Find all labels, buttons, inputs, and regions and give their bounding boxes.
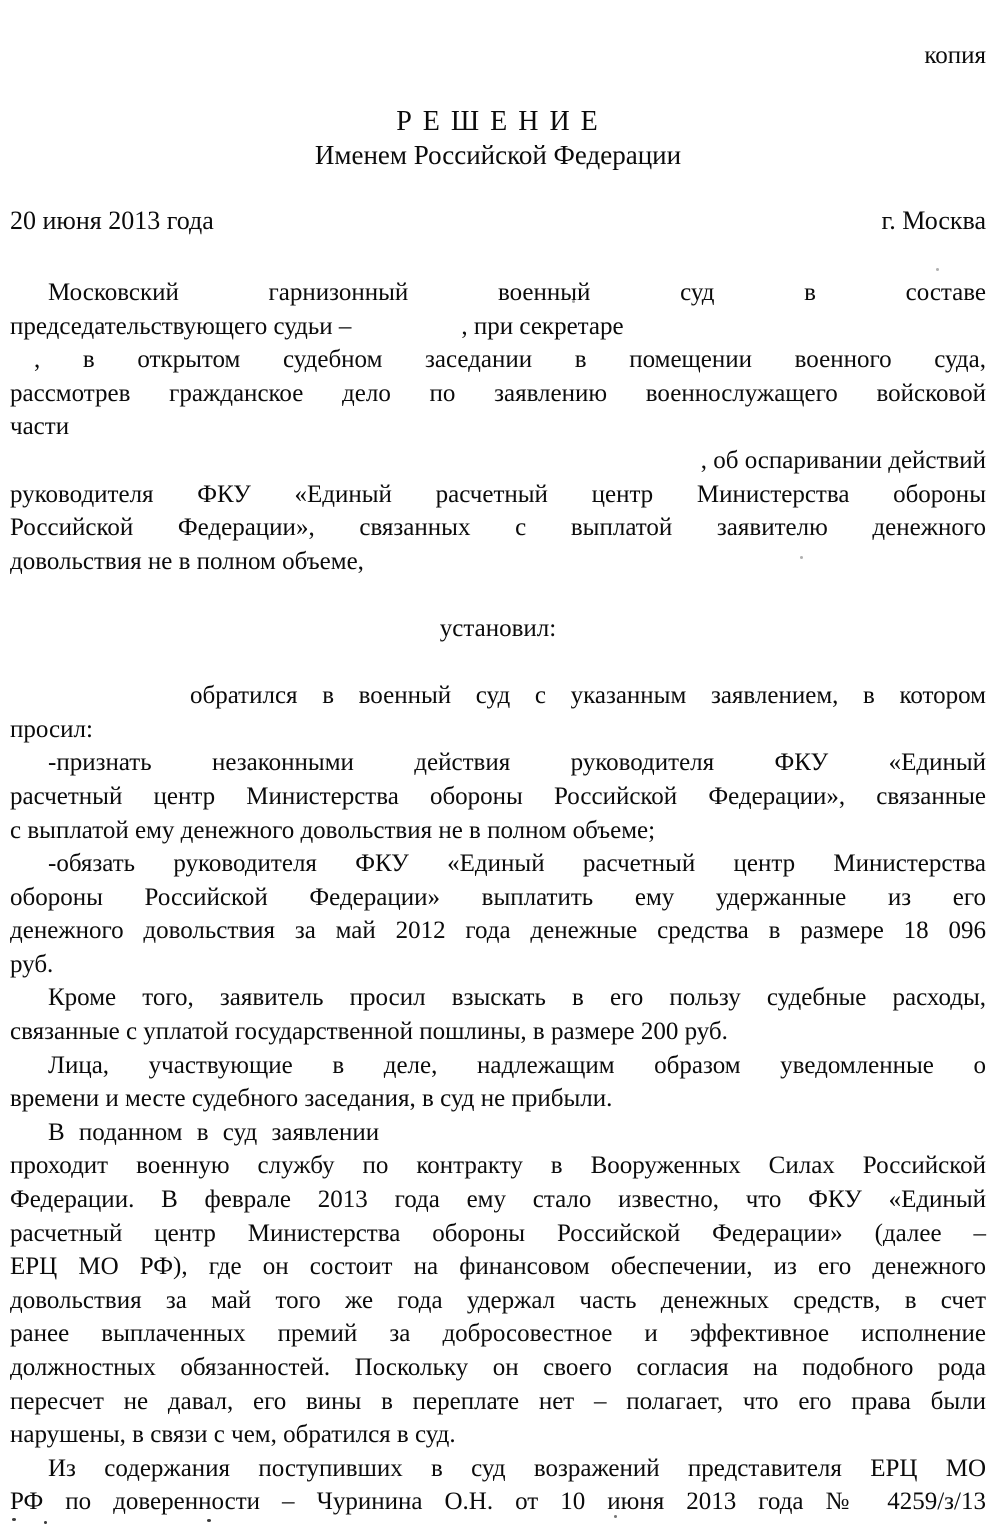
text-line: -обязать руководителя ФКУ «Единый расчетный центр Министерства: [48, 850, 986, 878]
text-segment: , при секретаре: [461, 312, 624, 340]
document-title: Р Е Ш Е Н И Е: [396, 106, 600, 137]
redacted-gap: [351, 333, 461, 334]
scan-speck: [936, 268, 939, 271]
text-line: РФ по доверенности – Чуринина О.Н. от 10 июня 2013 года № 4259/з/13: [10, 1488, 986, 1516]
date-place-line: [10, 206, 986, 236]
text-segment: председательствующего судьи –: [10, 312, 352, 340]
text-line: руководителя ФКУ «Единый расчетный центр Министерства обороны: [10, 480, 986, 508]
text-line: расчетный центр Министерства обороны Российской Федерации» (далее –: [10, 1219, 986, 1247]
document-body: [10, 276, 986, 1519]
blank-line: [10, 646, 986, 680]
text-line: установил:: [439, 614, 557, 642]
text-line: нарушены, в связи с чем, обратился в суд.: [10, 1421, 456, 1449]
text-line: обороны Российской Федерации» выплатить ему удержанные из его: [10, 883, 986, 911]
document-subtitle: Именем Российской Федерации: [314, 140, 682, 170]
text-line: Из содержания поступивших в суд возражений представителя ЕРЦ МО: [48, 1454, 986, 1482]
text-line: рассмотрев гражданское дело по заявлению военнослужащего войсковой: [10, 379, 986, 407]
decision-date: 20 июня 2013 года: [10, 206, 214, 235]
text-line: довольствия за май того же года удержал часть денежных средств, в счет: [10, 1286, 986, 1314]
text-line: довольствия не в полном объеме,: [10, 547, 364, 575]
text-line: должностных обязанностей. Поскольку он своего согласия на подобного рода: [10, 1354, 986, 1381]
scan-speck: [12, 1518, 16, 1521]
text-line: руб.: [10, 950, 54, 978]
text-line: Московский гарнизонный военный суд в составе: [48, 279, 986, 306]
text-line: просил:: [10, 715, 93, 743]
text-line: Кроме того, заявитель просил взыскать в его пользу судебные расходы,: [48, 984, 986, 1012]
text-line: денежного довольствия за май 2012 года денежные средства в размере 18 096: [10, 917, 986, 945]
text-line: времени и месте судебного заседания, в суд не прибыли.: [10, 1085, 613, 1113]
text-line: части: [10, 413, 70, 441]
text-line: ранее выплаченных премий за добросовестное и эффективное исполнение: [10, 1320, 986, 1348]
scan-speck: [614, 1515, 617, 1518]
scan-speck: [572, 300, 575, 303]
text-line: проходит военную службу по контракту в Вооруженных Силах Российской: [10, 1152, 986, 1180]
text-line: Федерации. В феврале 2013 года ему стало известно, что ФКУ «Единый: [10, 1186, 986, 1214]
copy-label: копия: [924, 42, 986, 69]
text-line: Российской Федерации», связанных с выплатой заявителю денежного: [10, 514, 986, 542]
text-line: обратился в военный суд с указанным заявлением, в котором: [190, 682, 986, 710]
decision-place: г. Москва: [881, 206, 986, 235]
text-line: [10, 310, 986, 344]
scan-speck: [44, 1521, 47, 1524]
text-line: , об оспаривании действий: [700, 446, 986, 474]
text-line: расчетный центр Министерства обороны Российской Федерации», связанные: [10, 782, 986, 810]
text-line: , в открытом судебном заседании в помещении военного суда,: [34, 346, 986, 374]
text-line: связанные с уплатой государственной пошлины, в размере 200 руб.: [10, 1018, 728, 1046]
text-line: -признать незаконными действия руководителя ФКУ «Единый: [48, 749, 986, 777]
blank-line: [10, 578, 986, 612]
scan-speck: [207, 1519, 211, 1522]
text-line: В поданном в суд заявлении: [48, 1118, 380, 1146]
text-line: ЕРЦ МО РФ), где он состоит на финансовом обеспечении, из его денежного: [10, 1253, 986, 1281]
text-line: с выплатой ему денежного довольствия не в полном объеме;: [10, 816, 656, 844]
scan-speck: [800, 556, 803, 559]
text-line: Лица, участвующие в деле, надлежащим образом уведомленные о: [48, 1051, 986, 1079]
text-line: пересчет не давал, его вины в переплате нет – полагает, что его права были: [10, 1387, 986, 1415]
